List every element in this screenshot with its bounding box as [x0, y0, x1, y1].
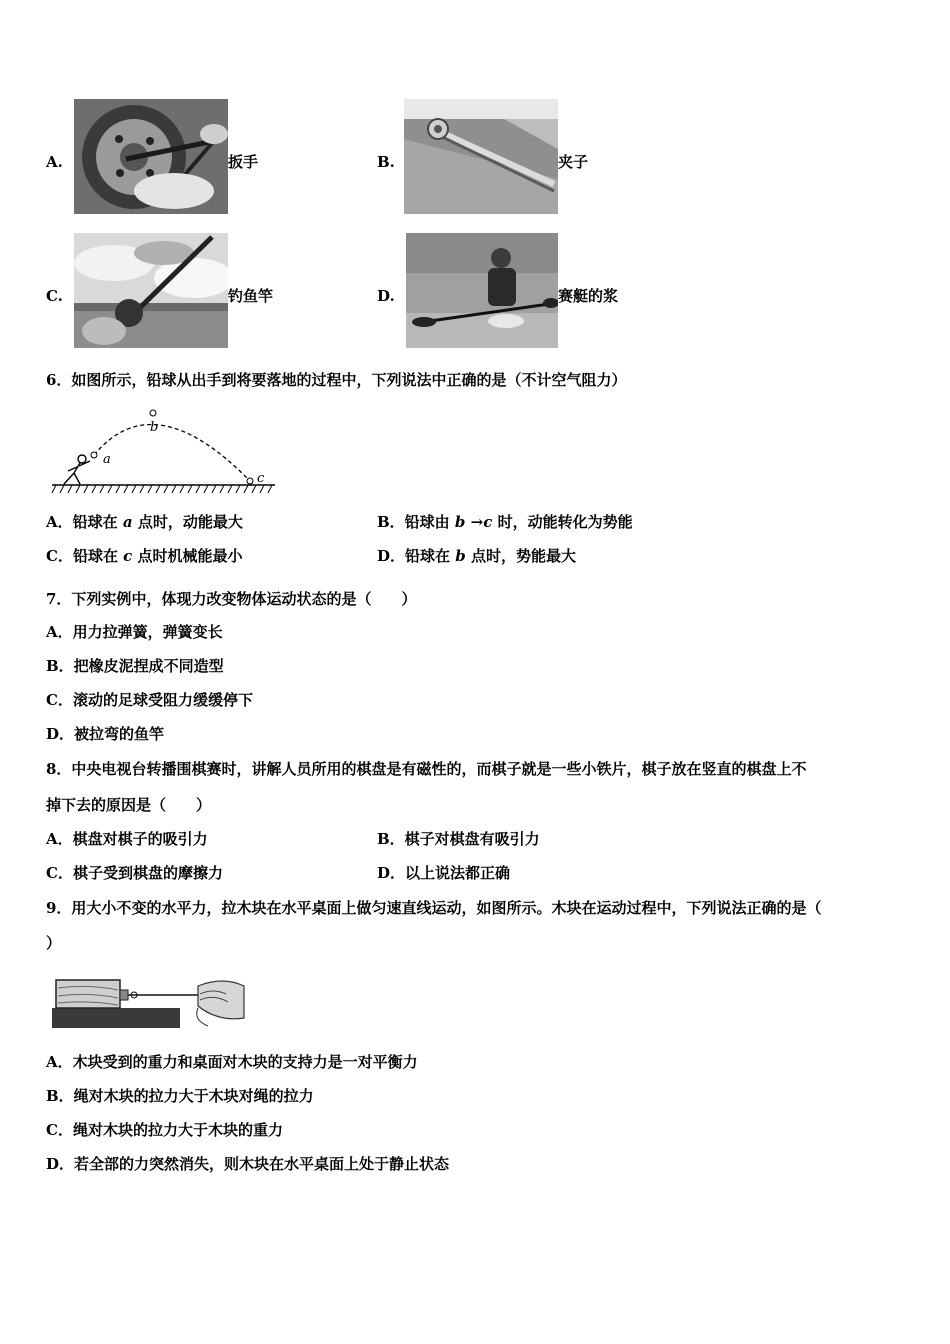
- option-a-letter: A.: [46, 153, 63, 171]
- q6-option-d: D．铅球在 b 点时，势能最大: [377, 547, 576, 565]
- option-c-caption: 钓鱼竿: [228, 287, 274, 305]
- q7-stem: 7．下列实例中，体现力改变物体运动状态的是（ ）: [46, 590, 417, 608]
- option-a-caption: 扳手: [228, 153, 259, 171]
- q9-stem-line2: ）: [46, 934, 62, 952]
- block-pull-diagram: [48, 972, 248, 1032]
- q7-option-b: B．把橡皮泥捏成不同造型: [46, 657, 224, 675]
- q8-option-a: A．棋盘对棋子的吸引力: [46, 830, 208, 848]
- option-b-caption: 夹子: [558, 153, 589, 171]
- q6-option-b: B．铅球由 b →c 时，动能转化为势能: [377, 513, 633, 531]
- label-c: c: [257, 471, 265, 486]
- q8-option-d: D．以上说法都正确: [377, 864, 511, 882]
- q8-stem-line2: 掉下去的原因是（ ）: [46, 796, 212, 814]
- fishing-rod-photo: [74, 233, 228, 348]
- q7-option-d: D．被拉弯的鱼竿: [46, 725, 165, 743]
- q6-option-c: C．铅球在 c 点时机械能最小: [46, 547, 243, 565]
- wrench-photo: [74, 99, 228, 214]
- label-a: a: [103, 452, 111, 467]
- option-d-caption: 赛艇的浆: [558, 287, 619, 305]
- option-b-letter: B.: [377, 153, 395, 171]
- q9-option-a: A．木块受到的重力和桌面对木块的支持力是一对平衡力: [46, 1053, 418, 1071]
- label-b: b: [150, 420, 159, 435]
- tongs-photo: [404, 99, 558, 214]
- option-d-letter: D.: [377, 287, 395, 305]
- q8-option-c: C．棋子受到棋盘的摩擦力: [46, 864, 223, 882]
- q7-option-a: A．用力拉弹簧，弹簧变长: [46, 623, 223, 641]
- q9-option-c: C．绳对木块的拉力大于木块的重力: [46, 1121, 283, 1139]
- q9-option-b: B．绳对木块的拉力大于木块对绳的拉力: [46, 1087, 314, 1105]
- q8-option-b: B．棋子对棋盘有吸引力: [377, 830, 540, 848]
- q7-option-c: C．滚动的足球受阻力缓缓停下: [46, 691, 253, 709]
- q6-stem: 6．如图所示，铅球从出手到将要落地的过程中，下列说法中正确的是（不计空气阻力）: [46, 371, 627, 389]
- q9-option-d: D．若全部的力突然消失，则木块在水平桌面上处于静止状态: [46, 1155, 450, 1173]
- q9-stem-line1: 9．用大小不变的水平力，拉木块在水平桌面上做匀速直线运动，如图所示。木块在运动过程中，下列说法正确的是（: [46, 899, 822, 917]
- option-c-letter: C.: [46, 287, 63, 305]
- shot-put-diagram: [50, 405, 280, 495]
- q8-stem-line1: 8．中央电视台转播围棋赛时，讲解人员所用的棋盘是有磁性的，而棋子就是一些小铁片，棋子放在竖直的棋盘上不: [46, 760, 807, 778]
- kayak-paddle-photo: [406, 233, 558, 348]
- q6-option-a: A．铅球在 a 点时，动能最大: [46, 513, 243, 531]
